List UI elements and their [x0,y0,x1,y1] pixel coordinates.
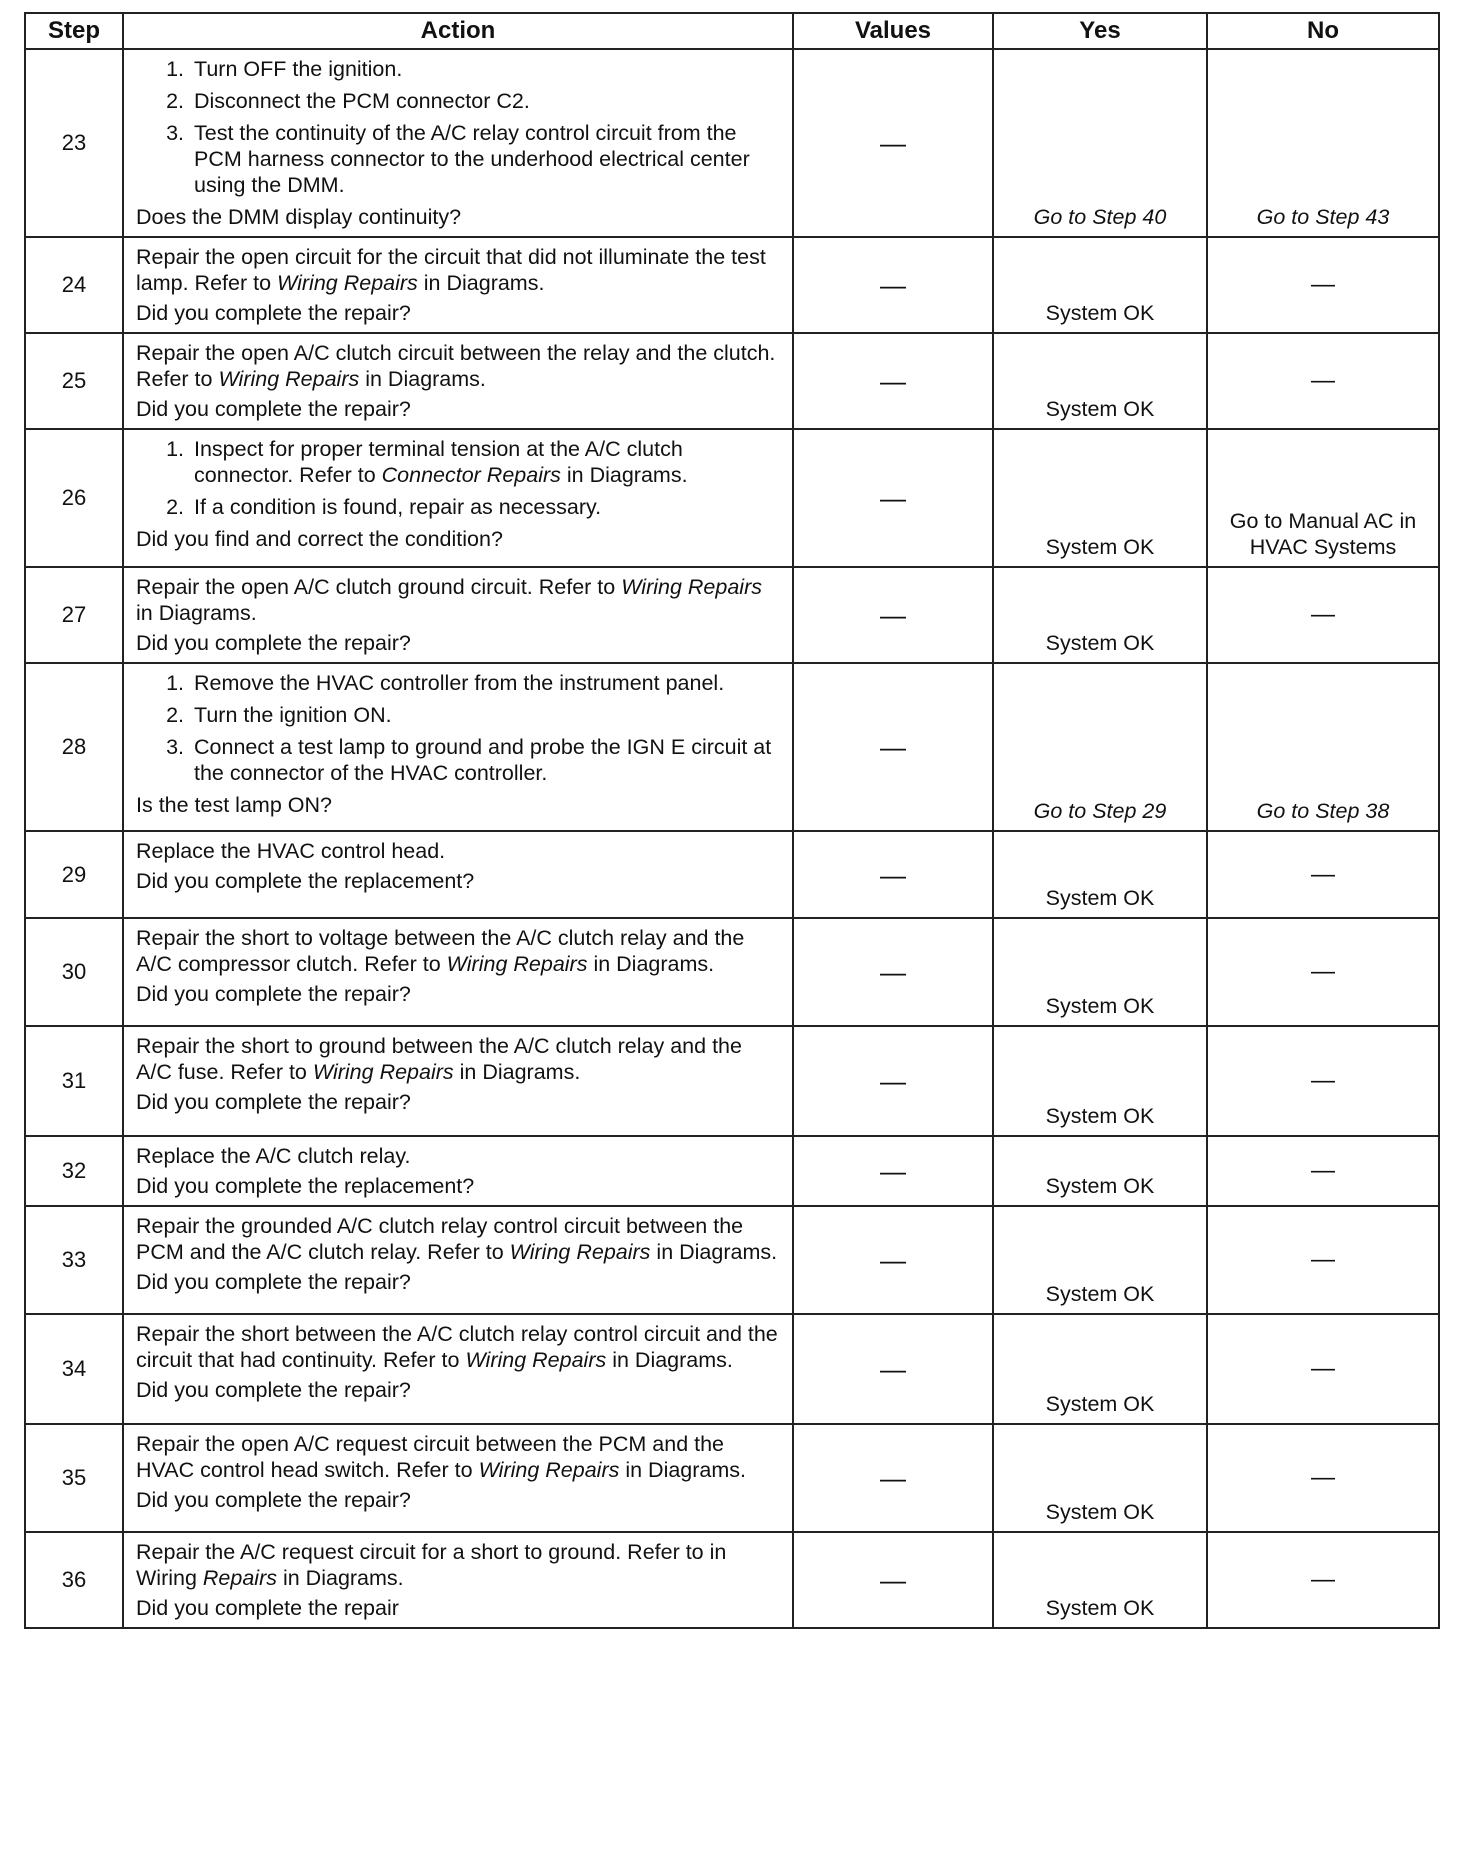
table-row [25,1424,1439,1532]
values-cell: — [793,1424,993,1532]
yes-cell: System OK [993,1206,1207,1314]
reference-link: Wiring Repairs [277,271,418,295]
step-number: 32 [25,1136,123,1206]
action-cell [123,1136,793,1206]
reference-link: Repairs [202,1566,277,1590]
header-row [25,13,1439,49]
reference-link: Wiring Repairs [218,367,360,391]
header-yes: Yes [993,13,1207,49]
action-step: 2. If a condition is found, repair as necessary. [190,494,782,520]
no-cell: — [1207,1136,1439,1206]
action-text: Replace the A/C clutch relay. [136,1144,411,1168]
no-cell: — [1207,1206,1439,1314]
action-text: Repair the short to ground between the A/C clutch relay and the A/C fuse. Refer to Wiring Repairs in Diagrams. [136,1034,742,1084]
action-text: Repair the open A/C request circuit between the PCM and the HVAC control head switch. Refer to Wiring Repairs in Diagrams. [136,1432,747,1482]
action-cell [123,663,793,831]
action-cell [123,1206,793,1314]
table-row [25,1532,1439,1628]
no-cell: — [1207,1424,1439,1532]
yes-cell: System OK [993,567,1207,663]
yes-cell: System OK [993,1424,1207,1532]
action-question: Did you complete the repair? [136,397,411,421]
action-cell [123,237,793,333]
table-row [25,1206,1439,1314]
action-text: Repair the open A/C clutch circuit between the relay and the clutch. Refer to Wiring Repairs in Diagrams. [136,341,776,391]
yes-cell: Go to Step 40 [993,49,1207,237]
action-cell [123,831,793,918]
step-number: 33 [25,1206,123,1314]
no-cell: — [1207,831,1439,918]
action-text: Replace the HVAC control head. [136,839,446,863]
action-cell [123,1424,793,1532]
action-question: Did you complete the repair? [136,1378,411,1402]
header-step: Step [25,13,123,49]
step-number: 24 [25,237,123,333]
action-text: Repair the short between the A/C clutch relay control circuit and the circuit that had continuity. Refer to Wiring Repairs in Diagrams. [136,1322,778,1372]
values-cell: — [793,1314,993,1424]
action-step: 3. Connect a test lamp to ground and probe the IGN E circuit at the connector of the HVAC controller. [190,734,782,786]
no-cell: — [1207,1026,1439,1136]
table-row [25,429,1439,567]
table-row [25,918,1439,1026]
no-cell: — [1207,1314,1439,1424]
reference-link: Wiring Repairs [446,952,588,976]
action-step: 3. Test the continuity of the A/C relay control circuit from the PCM harness connector to the underhood electrical center using the DMM. [190,120,782,198]
action-question: Did you complete the repair? [136,631,411,655]
action-question: Did you complete the repair? [136,982,411,1006]
values-cell: — [793,567,993,663]
action-question: Did you complete the repair? [136,1488,411,1512]
action-step: 1. Turn OFF the ignition. [190,56,782,82]
action-cell [123,1314,793,1424]
action-question: Did you complete the repair? [136,1270,411,1294]
values-cell: — [793,831,993,918]
step-number: 26 [25,429,123,567]
header-no: No [1207,13,1439,49]
yes-cell: System OK [993,1532,1207,1628]
header-values: Values [793,13,993,49]
step-number: 29 [25,831,123,918]
action-question: Is the test lamp ON? [136,793,332,817]
table-row [25,831,1439,918]
action-text: Repair the short to voltage between the A/C clutch relay and the A/C compressor clutch. Refer to Wiring Repairs in Diagrams. [136,926,745,976]
yes-cell: System OK [993,918,1207,1026]
step-number: 30 [25,918,123,1026]
action-question: Did you complete the replacement? [136,869,475,893]
reference-link: Wiring Repairs [509,1240,651,1264]
values-cell: — [793,237,993,333]
yes-cell: System OK [993,237,1207,333]
action-cell [123,918,793,1026]
values-cell: — [793,49,993,237]
no-cell: — [1207,333,1439,429]
action-steps [136,436,782,520]
action-question: Did you complete the repair? [136,301,411,325]
table-row [25,567,1439,663]
values-cell: — [793,1532,993,1628]
action-cell [123,1026,793,1136]
no-cell: Go to Manual AC in HVAC Systems [1207,429,1439,567]
diagnostic-table [24,12,1440,1629]
table-row [25,333,1439,429]
yes-cell: System OK [993,333,1207,429]
no-cell: — [1207,567,1439,663]
step-number: 36 [25,1532,123,1628]
values-cell: — [793,333,993,429]
step-number: 25 [25,333,123,429]
values-cell: — [793,429,993,567]
reference-link: Wiring Repairs [478,1458,620,1482]
action-steps [136,56,782,198]
yes-cell: Go to Step 29 [993,663,1207,831]
action-cell [123,1532,793,1628]
values-cell: — [793,1136,993,1206]
step-number: 31 [25,1026,123,1136]
step-number: 35 [25,1424,123,1532]
action-step: 2. Disconnect the PCM connector C2. [190,88,782,114]
yes-cell: System OK [993,429,1207,567]
action-cell [123,429,793,567]
table-row [25,237,1439,333]
no-cell: — [1207,1532,1439,1628]
action-question: Did you find and correct the condition? [136,527,503,551]
action-question: Did you complete the repair [136,1596,399,1620]
step-number: 23 [25,49,123,237]
yes-cell: System OK [993,1136,1207,1206]
reference-link: Wiring Repairs [621,575,762,599]
reference-link: Wiring Repairs [312,1060,454,1084]
step-number: 34 [25,1314,123,1424]
action-step: 2. Turn the ignition ON. [190,702,782,728]
values-cell: — [793,663,993,831]
action-cell [123,567,793,663]
yes-cell: System OK [993,1314,1207,1424]
table-row [25,49,1439,237]
action-question: Does the DMM display continuity? [136,205,462,229]
values-cell: — [793,1026,993,1136]
action-cell [123,333,793,429]
action-text: Repair the open A/C clutch ground circuit. Refer to Wiring Repairs in Diagrams. [136,575,762,625]
yes-cell: System OK [993,1026,1207,1136]
header-action: Action [123,13,793,49]
values-cell: — [793,918,993,1026]
no-cell: — [1207,237,1439,333]
table-row [25,1136,1439,1206]
no-cell: — [1207,918,1439,1026]
action-step: 1. Remove the HVAC controller from the instrument panel. [190,670,782,696]
step-number: 27 [25,567,123,663]
no-cell: Go to Step 43 [1207,49,1439,237]
action-text: Repair the grounded A/C clutch relay control circuit between the PCM and the A/C clutch relay. Refer to Wiring Repairs in Diagrams. [136,1214,778,1264]
action-cell [123,49,793,237]
reference-link: Connector Repairs [381,463,561,487]
no-cell: Go to Step 38 [1207,663,1439,831]
action-question: Did you complete the repair? [136,1090,411,1114]
reference-link: Wiring Repairs [465,1348,607,1372]
action-steps [136,670,782,786]
action-text: Repair the open circuit for the circuit that did not illuminate the test lamp. Refer to Wiring Repairs in Diagrams. [136,245,766,295]
table-row [25,1314,1439,1424]
table-row [25,663,1439,831]
values-cell: — [793,1206,993,1314]
action-question: Did you complete the replacement? [136,1174,475,1198]
action-step: 1. Inspect for proper terminal tension at the A/C clutch connector. Refer to Connector Repairs in Diagrams. [190,436,782,488]
yes-cell: System OK [993,831,1207,918]
step-number: 28 [25,663,123,831]
action-text: Repair the A/C request circuit for a short to ground. Refer to in Wiring Repairs in Diagrams. [136,1540,727,1590]
table-row [25,1026,1439,1136]
